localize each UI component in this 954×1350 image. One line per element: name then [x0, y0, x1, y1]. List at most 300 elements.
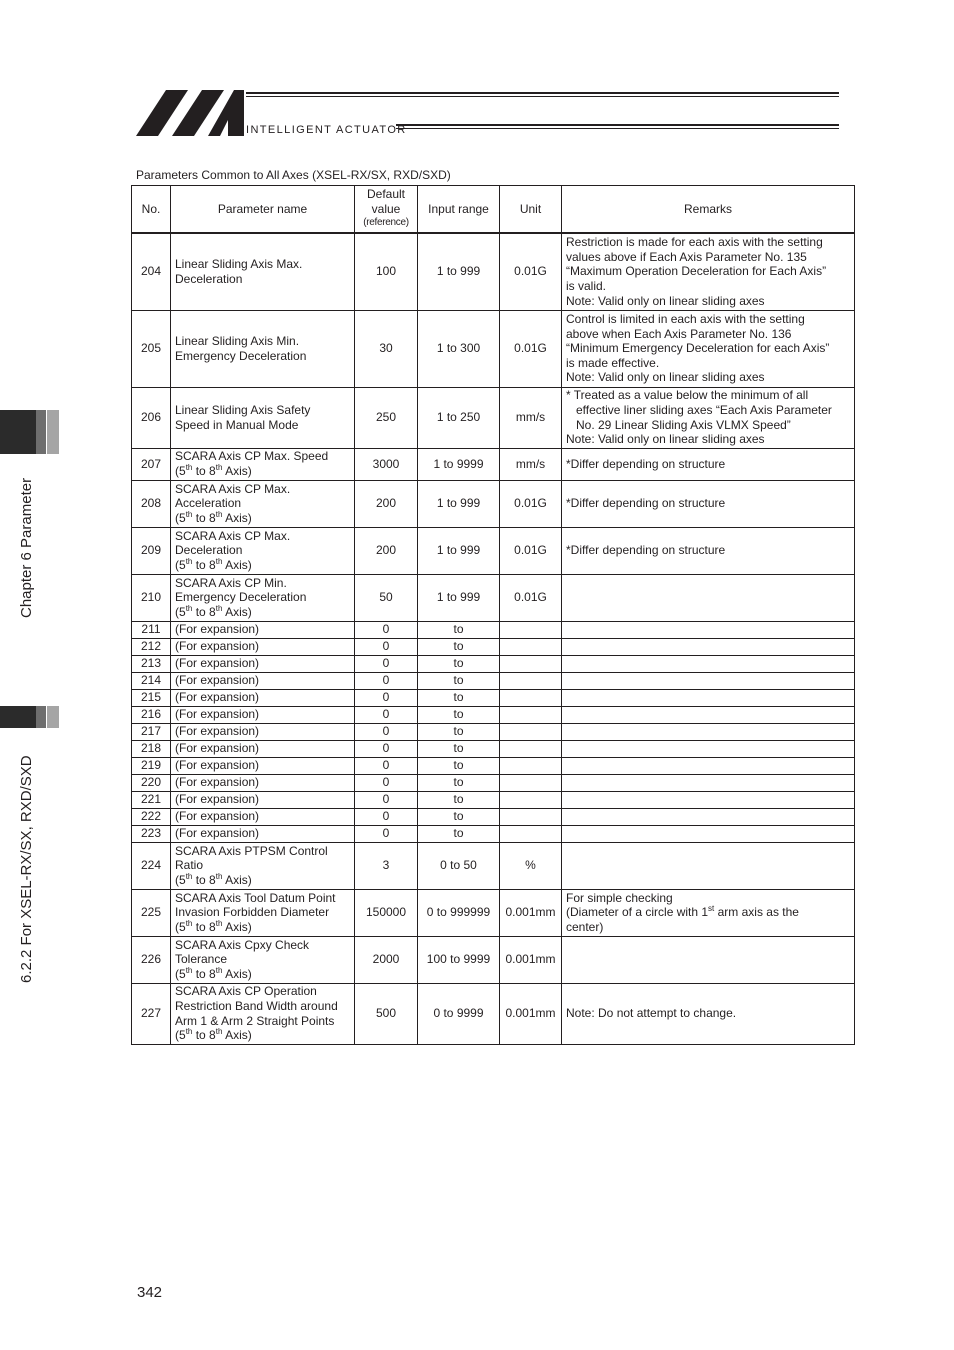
axis-range-line	[175, 967, 350, 982]
cell-no: 208	[132, 480, 171, 527]
cell-unit	[500, 808, 562, 825]
name-line: SCARA Axis CP Max.	[175, 528, 291, 543]
table-row	[132, 527, 855, 574]
cell-no: 219	[132, 757, 171, 774]
cell-unit: 0.01G	[500, 527, 562, 574]
axis-from: 5	[179, 557, 186, 572]
name-line: Invasion Forbidden Diameter	[175, 905, 330, 920]
cell-remarks	[562, 740, 855, 757]
cell-default: 0	[355, 638, 418, 655]
axis-to: 8	[209, 557, 216, 572]
cell-remarks	[562, 791, 855, 808]
remark-line: Restriction is made for each axis with the setting	[566, 235, 823, 250]
cell-default: 30	[355, 310, 418, 387]
axis-range-line	[175, 558, 350, 573]
table-row	[132, 574, 855, 621]
table-row	[132, 983, 855, 1044]
parameters-table	[131, 185, 855, 1045]
cell-remarks	[562, 233, 855, 310]
name-line: (For expansion)	[175, 690, 260, 705]
name-line: SCARA Axis PTPSM Control	[175, 843, 328, 858]
axis-paren: (	[175, 872, 179, 887]
name-line: (For expansion)	[175, 809, 260, 824]
remark-line: *Differ depending on structure	[566, 456, 726, 471]
axis-paren: (	[175, 1028, 179, 1043]
remark-line: “Minimum Emergency Deceleration for each Axis”	[566, 341, 830, 356]
axis-from-suffix: th	[185, 918, 193, 928]
cell-no: 207	[132, 448, 171, 480]
cell-name	[171, 527, 355, 574]
header-rule-top-2	[246, 96, 839, 97]
cell-remarks	[562, 387, 855, 448]
col-header-default	[355, 186, 418, 234]
axis-to: 8	[209, 510, 216, 525]
remark-line: Note: Do not attempt to change.	[566, 1006, 737, 1021]
cell-name	[171, 723, 355, 740]
cell-default: 500	[355, 983, 418, 1044]
remark-line: is made effective.	[566, 355, 660, 370]
axis-paren: (	[175, 966, 179, 981]
cell-default: 0	[355, 774, 418, 791]
cell-remarks	[562, 621, 855, 638]
name-line: Restriction Band Width around	[175, 998, 338, 1013]
cell-range: to	[418, 774, 500, 791]
name-line: Emergency Deceleration	[175, 348, 307, 363]
cell-remarks	[562, 723, 855, 740]
section-tab-gray-dark	[36, 706, 46, 728]
name-line: SCARA Axis Cpxy Check	[175, 937, 310, 952]
axis-to: 8	[209, 604, 216, 619]
cell-name	[171, 689, 355, 706]
cell-name	[171, 621, 355, 638]
cell-range: 1 to 9999	[418, 448, 500, 480]
chapter-tab	[0, 410, 36, 454]
cell-remarks	[562, 638, 855, 655]
brand-text: INTELLIGENT ACTUATOR	[246, 124, 407, 136]
cell-default: 200	[355, 527, 418, 574]
axis-paren: (	[175, 464, 179, 478]
cell-remarks	[562, 689, 855, 706]
name-line: (For expansion)	[175, 673, 260, 688]
name-line: (For expansion)	[175, 741, 260, 756]
cell-no: 224	[132, 842, 171, 889]
cell-default: 0	[355, 655, 418, 672]
remark-arm-pre: (Diameter of a circle with 1	[566, 905, 709, 920]
section-label: 6.2.2 For XSEL-RX/SX, RXD/SXD	[18, 755, 35, 983]
table-row	[132, 387, 855, 448]
axis-to-suffix: th	[215, 603, 223, 613]
cell-no: 222	[132, 808, 171, 825]
remark-line: is valid.	[566, 279, 607, 294]
axis-from: 5	[179, 872, 186, 887]
cell-range: to	[418, 808, 500, 825]
axis-from-suffix: th	[185, 1027, 193, 1037]
name-line: (For expansion)	[175, 724, 260, 739]
cell-name	[171, 638, 355, 655]
cell-unit	[500, 638, 562, 655]
remark-line: effective liner sliding axes “Each Axis Parameter	[566, 402, 832, 417]
axis-to-suffix: th	[215, 463, 223, 472]
cell-remarks	[562, 757, 855, 774]
cell-default: 0	[355, 689, 418, 706]
cell-default: 0	[355, 791, 418, 808]
cell-name	[171, 808, 355, 825]
name-line: (For expansion)	[175, 826, 260, 841]
remark-line: *Differ depending on structure	[566, 496, 726, 511]
cell-name	[171, 706, 355, 723]
axis-to-word: to	[192, 872, 210, 887]
remark-line: Control is limited in each axis with the setting	[566, 312, 805, 327]
cell-default: 200	[355, 480, 418, 527]
section-tab-gray-light	[47, 706, 59, 728]
remark-line: Note: Valid only on linear sliding axes	[566, 293, 765, 308]
cell-no: 221	[132, 791, 171, 808]
cell-remarks	[562, 574, 855, 621]
axis-to-suffix: th	[215, 918, 223, 928]
cell-range: to	[418, 825, 500, 842]
cell-name	[171, 448, 355, 480]
axis-from-suffix: th	[185, 965, 193, 975]
table-row	[132, 310, 855, 387]
axis-paren: (	[175, 919, 179, 934]
axis-from: 5	[179, 966, 186, 981]
cell-unit	[500, 723, 562, 740]
cell-unit: mm/s	[500, 387, 562, 448]
cell-range: 0 to 9999	[418, 983, 500, 1044]
cell-no: 216	[132, 706, 171, 723]
axis-suffix: Axis)	[222, 919, 252, 934]
axis-to-suffix: th	[215, 965, 223, 975]
cell-no: 226	[132, 936, 171, 983]
axis-suffix: Axis)	[222, 1028, 252, 1043]
cell-name	[171, 774, 355, 791]
cell-name	[171, 233, 355, 310]
axis-to-word: to	[192, 1028, 210, 1043]
page-number: 342	[137, 1284, 163, 1301]
name-line: Tolerance	[175, 952, 228, 967]
axis-from: 5	[179, 919, 186, 934]
cell-default: 250	[355, 387, 418, 448]
name-line: (For expansion)	[175, 707, 260, 722]
cell-name	[171, 825, 355, 842]
axis-to: 8	[209, 872, 216, 887]
cell-no: 214	[132, 672, 171, 689]
table-row	[132, 757, 855, 774]
cell-range: 1 to 300	[418, 310, 500, 387]
cell-unit: 0.001mm	[500, 983, 562, 1044]
cell-remarks	[562, 480, 855, 527]
cell-name	[171, 310, 355, 387]
col-header-default-line2: value	[371, 201, 401, 216]
remark-line: above when Each Axis Parameter No. 136	[566, 326, 792, 341]
table-row	[132, 774, 855, 791]
section-tab	[0, 706, 36, 728]
axis-to-word: to	[192, 464, 210, 478]
cell-unit: 0.001mm	[500, 889, 562, 936]
cell-unit	[500, 825, 562, 842]
name-line: Acceleration	[175, 496, 242, 511]
axis-from-suffix: th	[185, 603, 193, 613]
cell-remarks	[562, 889, 855, 936]
cell-name	[171, 740, 355, 757]
cell-remarks	[562, 774, 855, 791]
cell-range: to	[418, 723, 500, 740]
cell-unit	[500, 689, 562, 706]
cell-remarks	[562, 842, 855, 889]
table-row	[132, 480, 855, 527]
cell-name	[171, 574, 355, 621]
cell-range: 1 to 250	[418, 387, 500, 448]
cell-range: 1 to 999	[418, 574, 500, 621]
cell-no: 212	[132, 638, 171, 655]
cell-name	[171, 655, 355, 672]
table-caption: Parameters Common to All Axes (XSEL-RX/SX, RXD/SXD)	[136, 168, 451, 182]
remark-line: *Differ depending on structure	[566, 543, 726, 558]
remark-line: * Treated as a value below the minimum of all	[566, 388, 809, 403]
cell-unit	[500, 706, 562, 723]
name-line: (For expansion)	[175, 622, 260, 637]
axis-to-suffix: th	[215, 1027, 223, 1037]
cell-unit: 0.01G	[500, 233, 562, 310]
cell-name	[171, 936, 355, 983]
axis-to: 8	[209, 966, 216, 981]
cell-name	[171, 387, 355, 448]
axis-range-line	[175, 873, 350, 888]
cell-no: 211	[132, 621, 171, 638]
cell-unit: mm/s	[500, 448, 562, 480]
axis-from: 5	[179, 464, 186, 478]
axis-from: 5	[179, 1028, 186, 1043]
cell-unit: 0.01G	[500, 480, 562, 527]
cell-range: to	[418, 655, 500, 672]
table-row	[132, 936, 855, 983]
table-row	[132, 689, 855, 706]
axis-to-word: to	[192, 557, 210, 572]
axis-to: 8	[209, 919, 216, 934]
table-row	[132, 638, 855, 655]
cell-unit	[500, 757, 562, 774]
axis-to-word: to	[192, 966, 210, 981]
chapter-tab-gray-dark	[36, 410, 46, 454]
name-line: SCARA Axis Tool Datum Point	[175, 890, 336, 905]
table-row	[132, 655, 855, 672]
chapter-tab-gray-light	[47, 410, 59, 454]
cell-no: 215	[132, 689, 171, 706]
axis-suffix: Axis)	[222, 872, 252, 887]
cell-range: to	[418, 791, 500, 808]
cell-name	[171, 842, 355, 889]
table-row	[132, 621, 855, 638]
cell-name	[171, 791, 355, 808]
axis-from: 5	[179, 604, 186, 619]
col-header-remarks: Remarks	[562, 186, 855, 234]
cell-range: 0 to 50	[418, 842, 500, 889]
header-rule-mid-1	[396, 124, 839, 126]
cell-default: 100	[355, 233, 418, 310]
table-row	[132, 842, 855, 889]
col-header-default-ref: (reference)	[363, 217, 409, 229]
name-line: (For expansion)	[175, 792, 260, 807]
cell-unit	[500, 672, 562, 689]
col-header-no: No.	[132, 186, 171, 234]
axis-paren: (	[175, 557, 179, 572]
cell-no: 213	[132, 655, 171, 672]
remark-line	[566, 905, 850, 920]
name-line: Ratio	[175, 858, 204, 873]
cell-name	[171, 480, 355, 527]
cell-name	[171, 757, 355, 774]
col-header-range: Input range	[418, 186, 500, 234]
cell-no: 218	[132, 740, 171, 757]
cell-no: 223	[132, 825, 171, 842]
axis-suffix: Axis)	[222, 557, 252, 572]
cell-remarks	[562, 448, 855, 480]
cell-unit: %	[500, 842, 562, 889]
name-line: SCARA Axis CP Min.	[175, 575, 287, 590]
cell-remarks	[562, 527, 855, 574]
axis-to: 8	[209, 464, 216, 478]
axis-from-suffix: th	[185, 509, 193, 519]
name-line: (For expansion)	[175, 639, 260, 654]
cell-default: 0	[355, 757, 418, 774]
axis-to-word: to	[192, 919, 210, 934]
axis-to-suffix: th	[215, 556, 223, 566]
header-rule-mid-2	[396, 128, 839, 129]
table-row	[132, 448, 855, 480]
cell-default: 3000	[355, 448, 418, 480]
axis-paren: (	[175, 510, 179, 525]
cell-remarks	[562, 936, 855, 983]
remark-line: No. 29 Linear Sliding Axis VLMX Speed”	[566, 417, 791, 432]
cell-default: 0	[355, 672, 418, 689]
name-line: Linear Sliding Axis Safety	[175, 402, 311, 417]
axis-suffix: Axis)	[222, 464, 252, 478]
name-line: SCARA Axis CP Max.	[175, 481, 291, 496]
table-row	[132, 889, 855, 936]
table-row	[132, 825, 855, 842]
table-row	[132, 740, 855, 757]
cell-name	[171, 983, 355, 1044]
cell-no: 210	[132, 574, 171, 621]
remark-line: For simple checking	[566, 890, 673, 905]
axis-range-line	[175, 920, 350, 935]
name-line: Linear Sliding Axis Min.	[175, 333, 300, 348]
cell-remarks	[562, 706, 855, 723]
axis-to-suffix: th	[215, 871, 223, 881]
cell-name	[171, 672, 355, 689]
col-header-name: Parameter name	[171, 186, 355, 234]
cell-name	[171, 889, 355, 936]
name-line: Speed in Manual Mode	[175, 417, 299, 432]
table-row	[132, 706, 855, 723]
cell-remarks	[562, 825, 855, 842]
remark-line: values above if Each Axis Parameter No. 135	[566, 249, 807, 264]
axis-to-suffix: th	[215, 509, 223, 519]
cell-no: 225	[132, 889, 171, 936]
remark-line: “Maximum Operation Deceleration for Each Axis”	[566, 264, 827, 279]
remark-line: Note: Valid only on linear sliding axes	[566, 370, 765, 385]
name-line: (For expansion)	[175, 775, 260, 790]
remark-line: Note: Valid only on linear sliding axes	[566, 432, 765, 447]
axis-to-word: to	[192, 604, 210, 619]
cell-range: to	[418, 706, 500, 723]
axis-from-suffix: th	[185, 556, 193, 566]
name-line: Deceleration	[175, 271, 243, 286]
table-row	[132, 672, 855, 689]
cell-range: to	[418, 672, 500, 689]
axis-suffix: Axis)	[222, 604, 252, 619]
name-line: SCARA Axis CP Operation	[175, 984, 317, 999]
cell-no: 206	[132, 387, 171, 448]
axis-suffix: Axis)	[222, 510, 252, 525]
cell-range: to	[418, 757, 500, 774]
name-line: Deceleration	[175, 543, 243, 558]
cell-unit	[500, 621, 562, 638]
cell-unit: 0.001mm	[500, 936, 562, 983]
axis-from-suffix: th	[185, 463, 193, 472]
cell-unit	[500, 791, 562, 808]
remark-line: center)	[566, 919, 604, 934]
table-row	[132, 233, 855, 310]
cell-remarks	[562, 310, 855, 387]
col-header-default-line1: Default	[366, 187, 406, 202]
cell-unit	[500, 774, 562, 791]
axis-from-suffix: th	[185, 871, 193, 881]
axis-to-word: to	[192, 510, 210, 525]
header-rule-top-1	[246, 92, 839, 94]
cell-range: 1 to 999	[418, 233, 500, 310]
name-line: Emergency Deceleration	[175, 590, 307, 605]
name-line: (For expansion)	[175, 758, 260, 773]
cell-remarks	[562, 655, 855, 672]
axis-paren: (	[175, 604, 179, 619]
table-row	[132, 791, 855, 808]
cell-no: 220	[132, 774, 171, 791]
axis-suffix: Axis)	[222, 966, 252, 981]
cell-no: 227	[132, 983, 171, 1044]
cell-range: to	[418, 740, 500, 757]
axis-range-line	[175, 605, 350, 620]
cell-range: 100 to 9999	[418, 936, 500, 983]
table-row	[132, 723, 855, 740]
cell-default: 0	[355, 808, 418, 825]
remark-arm-post: arm axis as the	[714, 905, 799, 920]
cell-default: 50	[355, 574, 418, 621]
table-header-row	[132, 186, 855, 234]
cell-default: 150000	[355, 889, 418, 936]
cell-range: 0 to 999999	[418, 889, 500, 936]
remark-arm-sup: st	[708, 904, 715, 914]
axis-range-line	[175, 464, 350, 479]
iai-logo	[136, 90, 246, 136]
cell-default: 3	[355, 842, 418, 889]
cell-range: to	[418, 689, 500, 706]
table-row	[132, 808, 855, 825]
axis-range-line	[175, 1028, 350, 1043]
cell-no: 217	[132, 723, 171, 740]
cell-unit: 0.01G	[500, 310, 562, 387]
col-header-unit: Unit	[500, 186, 562, 234]
cell-remarks	[562, 808, 855, 825]
cell-default: 0	[355, 621, 418, 638]
name-line: Linear Sliding Axis Max.	[175, 257, 303, 272]
cell-range: 1 to 999	[418, 480, 500, 527]
axis-range-line	[175, 511, 350, 526]
cell-range: to	[418, 621, 500, 638]
cell-unit	[500, 655, 562, 672]
cell-range: 1 to 999	[418, 527, 500, 574]
cell-default: 2000	[355, 936, 418, 983]
